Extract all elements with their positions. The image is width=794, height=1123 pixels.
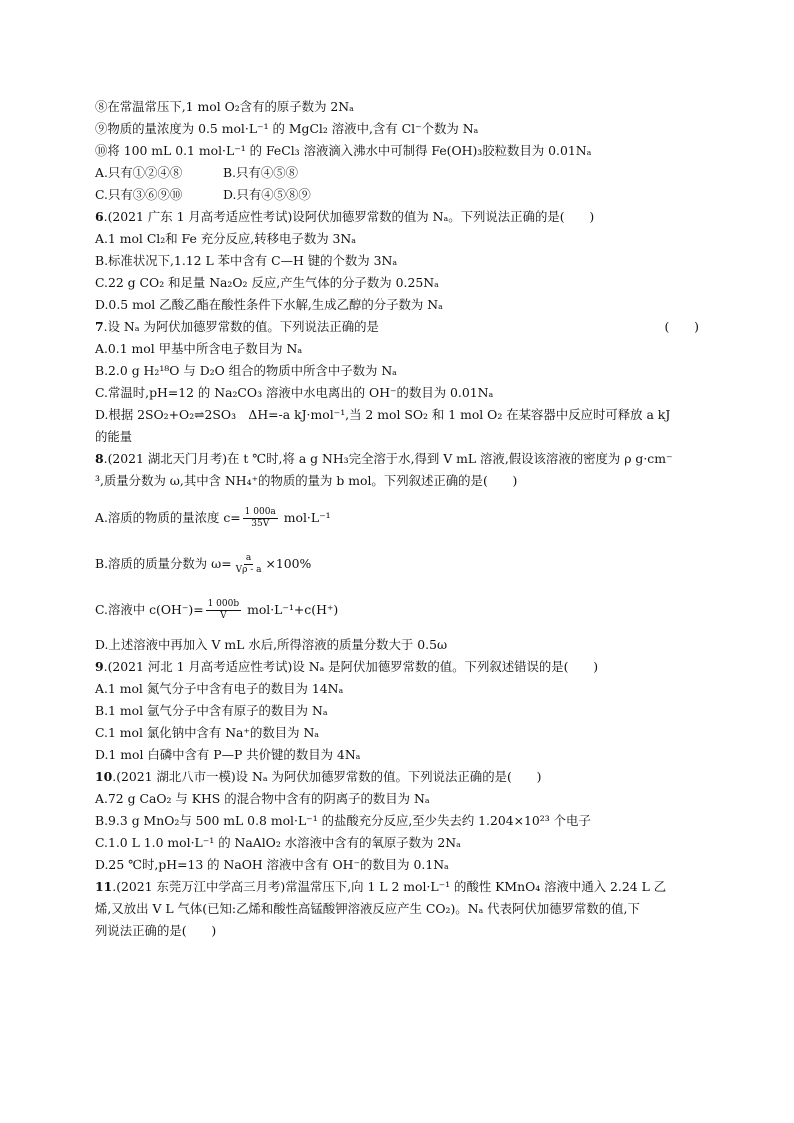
document-page [95, 96, 705, 942]
option-unit: mol·L⁻¹ [279, 510, 331, 525]
options-row-ab [95, 162, 705, 184]
q7-option-b: B.2.0 g H₂¹⁸O 与 D₂O 组合的物质中所含中子数为 Nₐ [95, 363, 397, 378]
q7-option-a: A.0.1 mol 甲基中所含电子数目为 Nₐ [95, 341, 303, 356]
q7-option-c: C.常温时,pH=12 的 Na₂CO₃ 溶液中水电离出的 OH⁻的数目为 0.01Nₐ [95, 385, 494, 400]
q8-option-b [95, 544, 705, 584]
option-text: A.溶质的物质的量浓度 c= [95, 510, 241, 525]
question-6-stem [95, 206, 705, 228]
option-unit: ×100% [265, 556, 312, 571]
option-c: C.只有③⑥⑨⑩ [95, 187, 183, 202]
q9-option-b: B.1 mol 氩气分子中含有原子的数目为 Nₐ [95, 703, 328, 718]
statement-9: ⑨物质的量浓度为 0.5 mol·L⁻¹ 的 MgCl₂ 溶液中,含有 Cl⁻个数为 Nₐ [95, 121, 479, 136]
fraction [243, 507, 278, 530]
q7-option-d-cont: 的能量 [95, 429, 133, 444]
denominator: 35V [251, 519, 270, 529]
numerator: 1 000a [244, 507, 276, 517]
question-text: .(2021 河北 1 月高考适应性考试)设 Nₐ 是阿伏加德罗常数的值。下列叙述错误的是( ) [103, 659, 599, 674]
options-row-cd [95, 184, 705, 206]
q8-option-c [95, 590, 705, 630]
question-text: .(2021 湖北八市一模)设 Nₐ 为阿伏加德罗常数的值。下列说法正确的是( ) [112, 769, 542, 784]
question-11-stem-cont: 烯,又放出 V L 气体(已知:乙烯和酸性高锰酸钾溶液反应产生 CO₂)。Nₐ 代表阿伏加德罗常数的值,下 [95, 901, 640, 916]
question-number: 11 [95, 879, 113, 894]
question-text: .(2021 湖北天门月考)在 t ℃时,将 a g NH₃完全溶于水,得到 V mL 溶液,假设该溶液的密度为 ρ g·cm⁻ [103, 451, 673, 466]
question-text: .(2021 广东 1 月高考适应性考试)设阿伏加德罗常数的值为 Nₐ。下列说法正确的是( ) [103, 209, 595, 224]
numerator: a [245, 553, 252, 563]
q10-option-a: A.72 g CaO₂ 与 KHS 的混合物中含有的阴离子的数目为 Nₐ [95, 791, 430, 806]
question-number: 9 [95, 659, 104, 674]
option-text: B.溶质的质量分数为 ω= [95, 556, 232, 571]
q10-option-c: C.1.0 L 1.0 mol·L⁻¹ 的 NaAlO₂ 水溶液中含有的氧原子数为 2Nₐ [95, 835, 461, 850]
option-text: C.溶液中 c(OH⁻)= [95, 602, 204, 617]
q9-option-d: D.1 mol 白磷中含有 P—P 共价键的数目为 4Nₐ [95, 747, 361, 762]
q6-option-c: C.22 g CO₂ 和足量 Na₂O₂ 反应,产生气体的分子数为 0.25Nₐ [95, 275, 439, 290]
q9-option-a: A.1 mol 氮气分子中含有电子的数目为 14Nₐ [95, 681, 344, 696]
question-number: 7 [95, 319, 104, 334]
question-8-stem [95, 448, 705, 470]
denominator: Vρ - a [235, 565, 262, 575]
question-10-stem [95, 766, 705, 788]
option-b: B.只有④⑤⑧ [223, 165, 298, 180]
fraction [234, 553, 264, 576]
q6-option-a: A.1 mol Cl₂和 Fe 充分反应,转移电子数为 3Nₐ [95, 231, 357, 246]
question-text: .(2021 东莞万江中学高三月考)常温常压下,向 1 L 2 mol·L⁻¹ 的酸性 KMnO₄ 溶液中通入 2.24 L 乙 [112, 879, 667, 894]
question-number: 6 [95, 209, 104, 224]
question-number: 8 [95, 451, 104, 466]
statement-10: ⑩将 100 mL 0.1 mol·L⁻¹ 的 FeCl₃ 溶液滴入沸水中可制得 Fe(OH)₃胶粒数目为 0.01Nₐ [95, 143, 592, 158]
option-unit: mol·L⁻¹+c(H⁺) [243, 602, 339, 617]
q6-option-b: B.标准状况下,1.12 L 苯中含有 C—H 键的个数为 3Nₐ [95, 253, 398, 268]
q7-option-d: D.根据 2SO₂+O₂⇌2SO₃ ΔH=-a kJ·mol⁻¹,当 2 mol SO₂ 和 1 mol O₂ 在某容器中反应时可释放 a kJ [95, 407, 671, 422]
q8-option-d: D.上述溶液中再加入 V mL 水后,所得溶液的质量分数大于 0.5ω [95, 637, 448, 652]
q10-option-b: B.9.3 g MnO₂与 500 mL 0.8 mol·L⁻¹ 的盐酸充分反应,至少失去约 1.204×10²³ 个电子 [95, 813, 591, 828]
option-d: D.只有④⑤⑧⑨ [223, 187, 311, 202]
statement-8: ⑧在常温常压下,1 mol O₂含有的原子数为 2Nₐ [95, 99, 354, 114]
question-7-stem [95, 316, 705, 338]
numerator: 1 000b [207, 599, 240, 609]
q9-option-c: C.1 mol 氯化钠中含有 Na⁺的数目为 Nₐ [95, 725, 320, 740]
q8-option-a [95, 498, 705, 538]
answer-paren: ( ) [664, 319, 699, 334]
question-8-stem-cont: ³,质量分数为 ω,其中含 NH₄⁺的物质的量为 b mol。下列叙述正确的是( ) [95, 473, 518, 488]
question-text: .设 Nₐ 为阿伏加德罗常数的值。下列说法正确的是 [103, 319, 379, 334]
question-number: 10 [95, 769, 113, 784]
question-11-stem-end: 列说法正确的是( ) [95, 923, 217, 938]
question-9-stem [95, 656, 705, 678]
q10-option-d: D.25 ℃时,pH=13 的 NaOH 溶液中含有 OH⁻的数目为 0.1Nₐ [95, 857, 449, 872]
option-a: A.只有①②④⑧ [95, 165, 183, 180]
q6-option-d: D.0.5 mol 乙酸乙酯在酸性条件下水解,生成乙醇的分子数为 Nₐ [95, 297, 443, 312]
fraction [206, 599, 242, 622]
denominator: V [220, 611, 227, 621]
question-11-stem [95, 876, 705, 898]
